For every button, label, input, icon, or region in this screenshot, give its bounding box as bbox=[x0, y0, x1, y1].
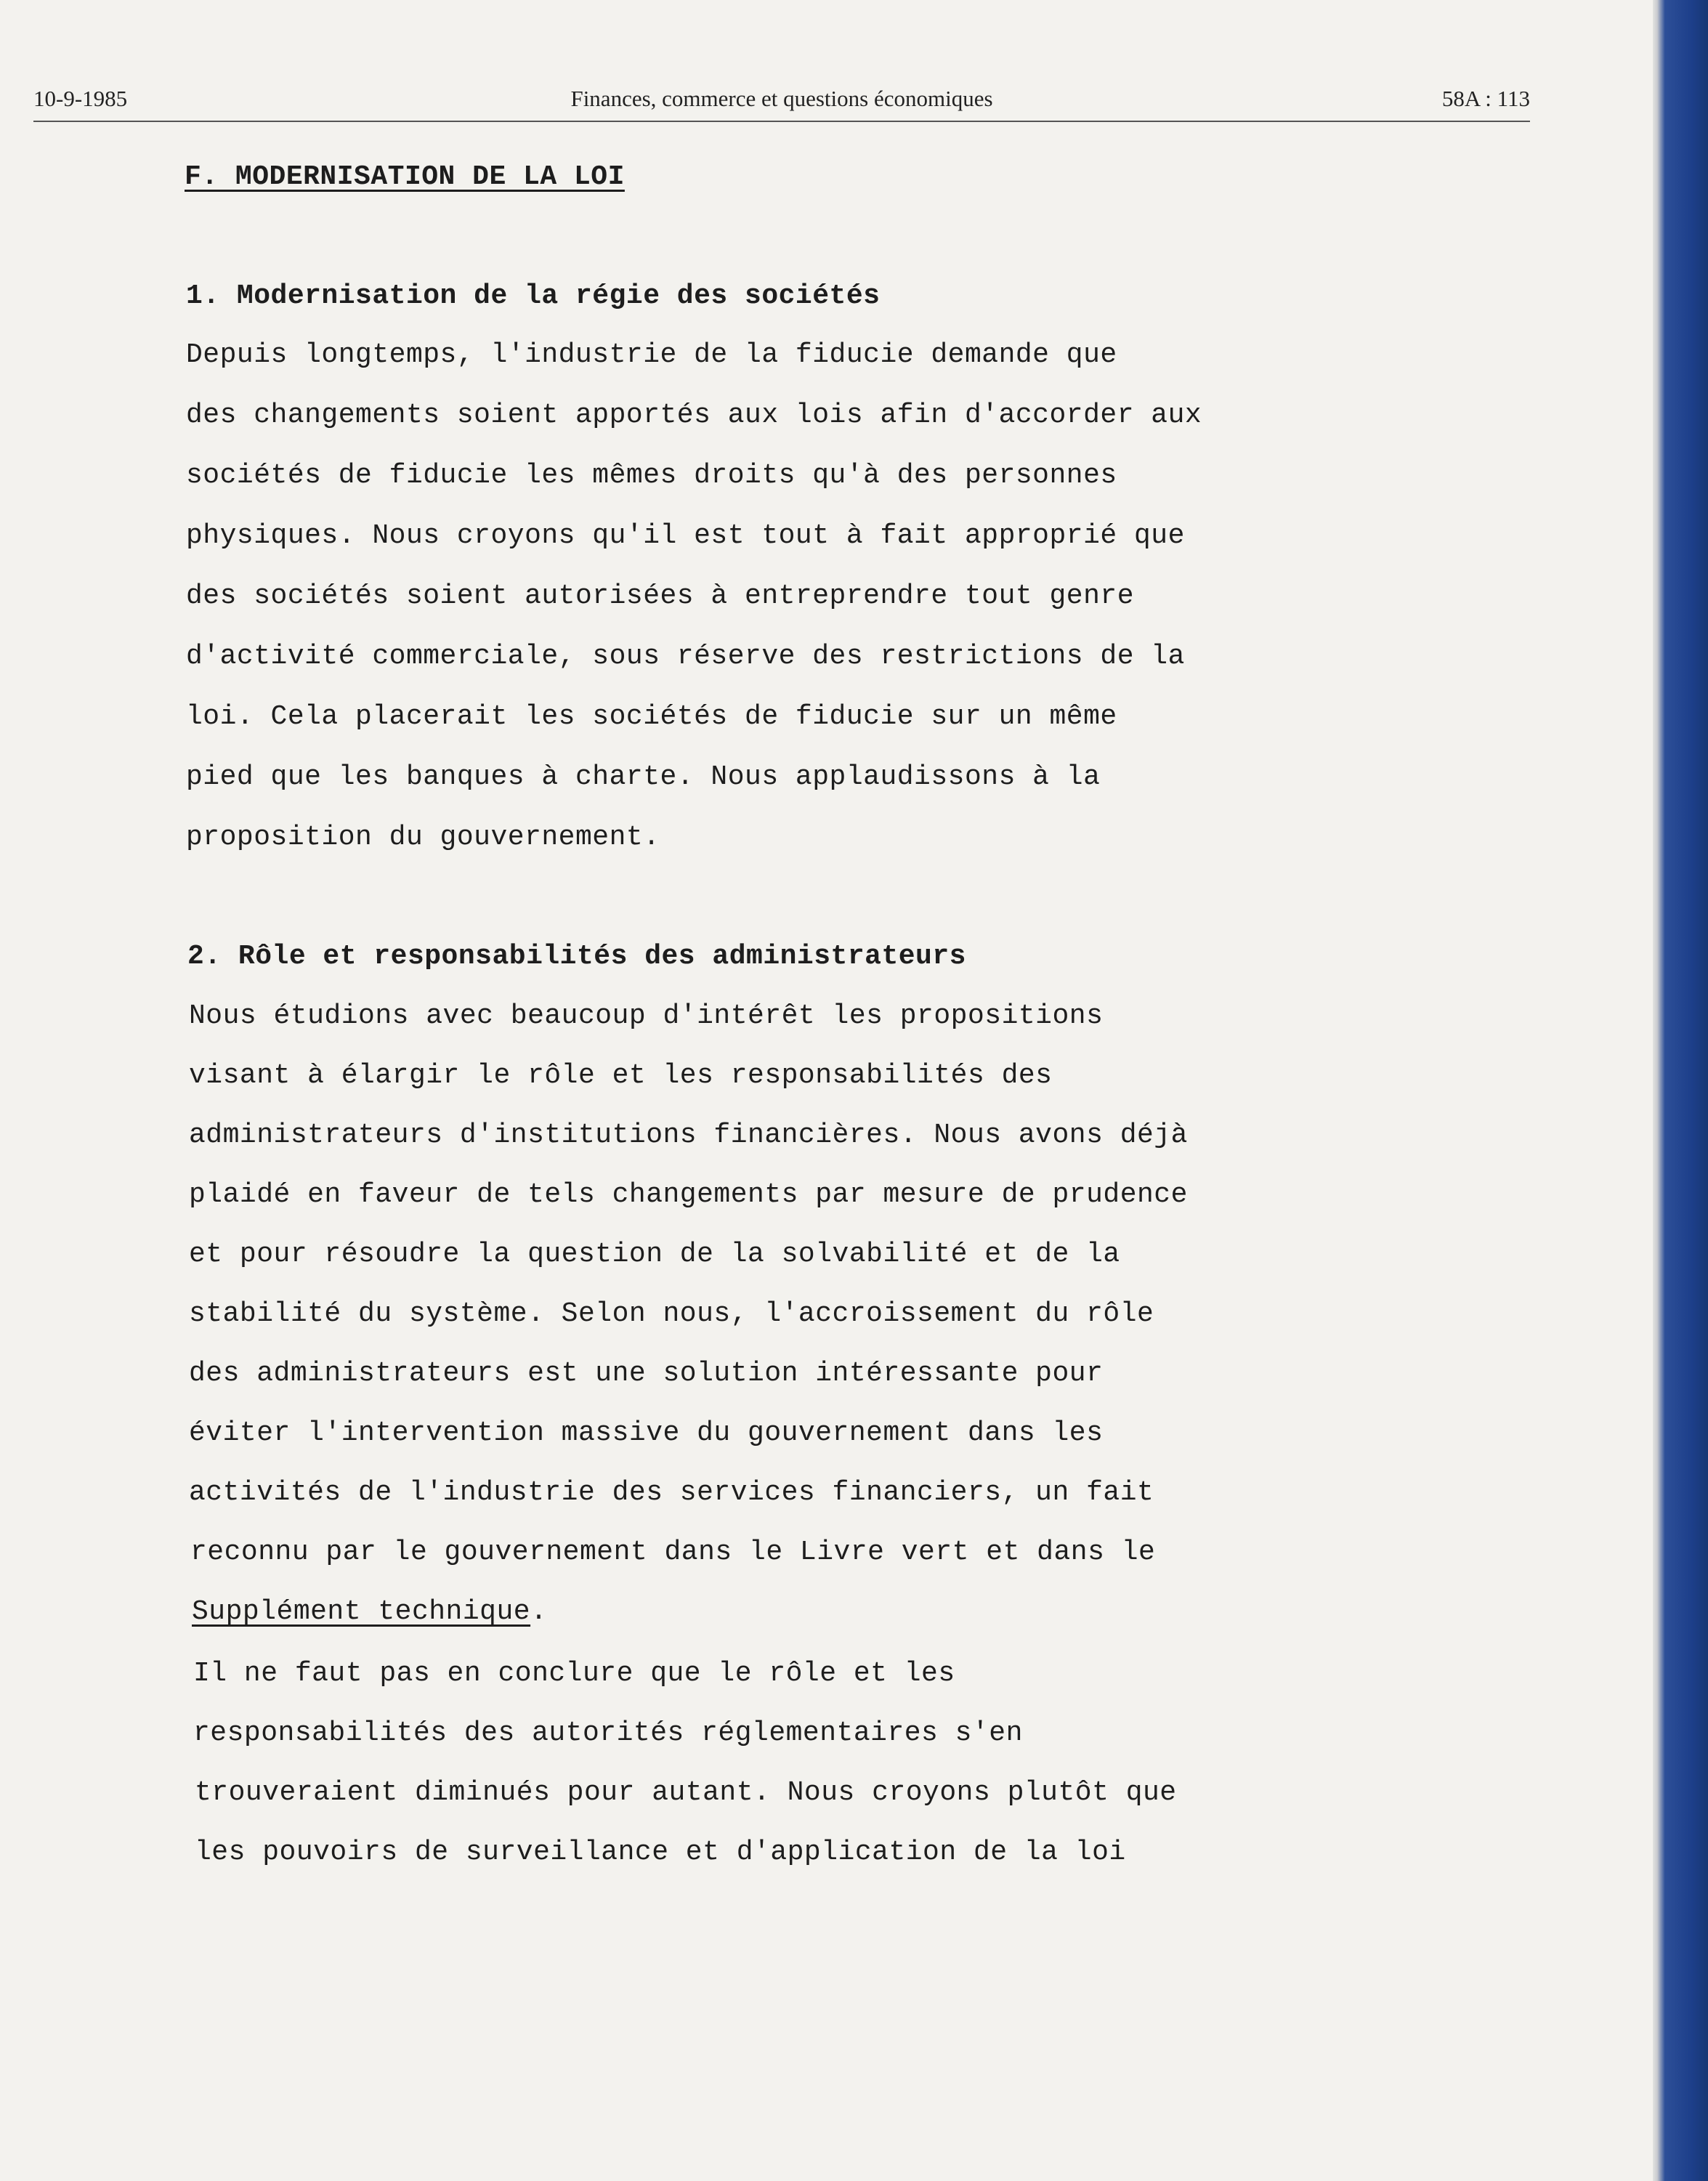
subsection-2-line: administrateurs d'institutions financières. Nous avons déjà bbox=[189, 1120, 1188, 1151]
subsection-2-line: et pour résoudre la question de la solvabilité et de la bbox=[189, 1239, 1120, 1270]
subsection-1-line: pied que les banques à charte. Nous applaudissons à la bbox=[186, 761, 1101, 793]
subsection-2-line: Il ne faut pas en conclure que le rôle et les bbox=[193, 1658, 955, 1689]
subsection-2-line: trouveraient diminués pour autant. Nous croyons plutôt que bbox=[195, 1777, 1177, 1808]
subsection-1-line: des sociétés soient autorisées à entreprendre tout genre bbox=[186, 580, 1135, 612]
subsection-2-heading: 2. Rôle et responsabilités des administrateurs bbox=[187, 941, 966, 972]
header-rule bbox=[33, 121, 1530, 122]
subsection-1-line: proposition du gouvernement. bbox=[186, 822, 660, 853]
subsection-1-heading: 1. Modernisation de la régie des sociétés bbox=[186, 280, 881, 312]
subsection-2-line: responsabilités des autorités réglementaires s'en bbox=[193, 1717, 1023, 1749]
subsection-1-line: des changements soient apportés aux lois afin d'accorder aux bbox=[186, 400, 1202, 431]
subsection-2-line: éviter l'intervention massive du gouvernement dans les bbox=[189, 1417, 1104, 1449]
subsection-2-line: activités de l'industrie des services financiers, un fait bbox=[189, 1477, 1154, 1508]
subsection-2-line: reconnu par le gouvernement dans le Livre vert et dans le bbox=[190, 1537, 1156, 1568]
subsection-2-line-final bbox=[192, 1598, 547, 1626]
header-page-number: 58A : 113 bbox=[1441, 86, 1530, 111]
subsection-1-line: Depuis longtemps, l'industrie de la fiducie demande que bbox=[186, 339, 1117, 371]
subsection-2-line: plaidé en faveur de tels changements par mesure de prudence bbox=[189, 1179, 1188, 1210]
subsection-2-line: des administrateurs est une solution intéressante pour bbox=[189, 1358, 1104, 1389]
subsection-2-line: visant à élargir le rôle et les responsabilités des bbox=[189, 1060, 1053, 1091]
supplement-technique-reference: Supplément technique bbox=[192, 1596, 531, 1627]
subsection-2-line: Nous étudions avec beaucoup d'intérêt les propositions bbox=[189, 1000, 1104, 1032]
subsection-1-line: physiques. Nous croyons qu'il est tout à fait approprié que bbox=[186, 520, 1185, 551]
subsection-1-line: loi. Cela placerait les sociétés de fiducie sur un même bbox=[186, 701, 1117, 732]
subsection-2-line: stabilité du système. Selon nous, l'accroissement du rôle bbox=[189, 1298, 1154, 1330]
subsection-2-line: les pouvoirs de surveillance et d'application de la loi bbox=[195, 1837, 1126, 1868]
header-title: Finances, commerce et questions économiques bbox=[570, 86, 993, 111]
subsection-1-line: sociétés de fiducie les mêmes droits qu'à des personnes bbox=[186, 460, 1117, 491]
section-heading: F. MODERNISATION DE LA LOI bbox=[185, 161, 625, 193]
blue-binding-edge bbox=[1653, 0, 1708, 2181]
running-header bbox=[33, 86, 1530, 122]
sentence-period: . bbox=[530, 1596, 548, 1627]
subsection-1-line: d'activité commerciale, sous réserve des restrictions de la bbox=[186, 641, 1185, 672]
header-date: 10-9-1985 bbox=[33, 86, 128, 111]
